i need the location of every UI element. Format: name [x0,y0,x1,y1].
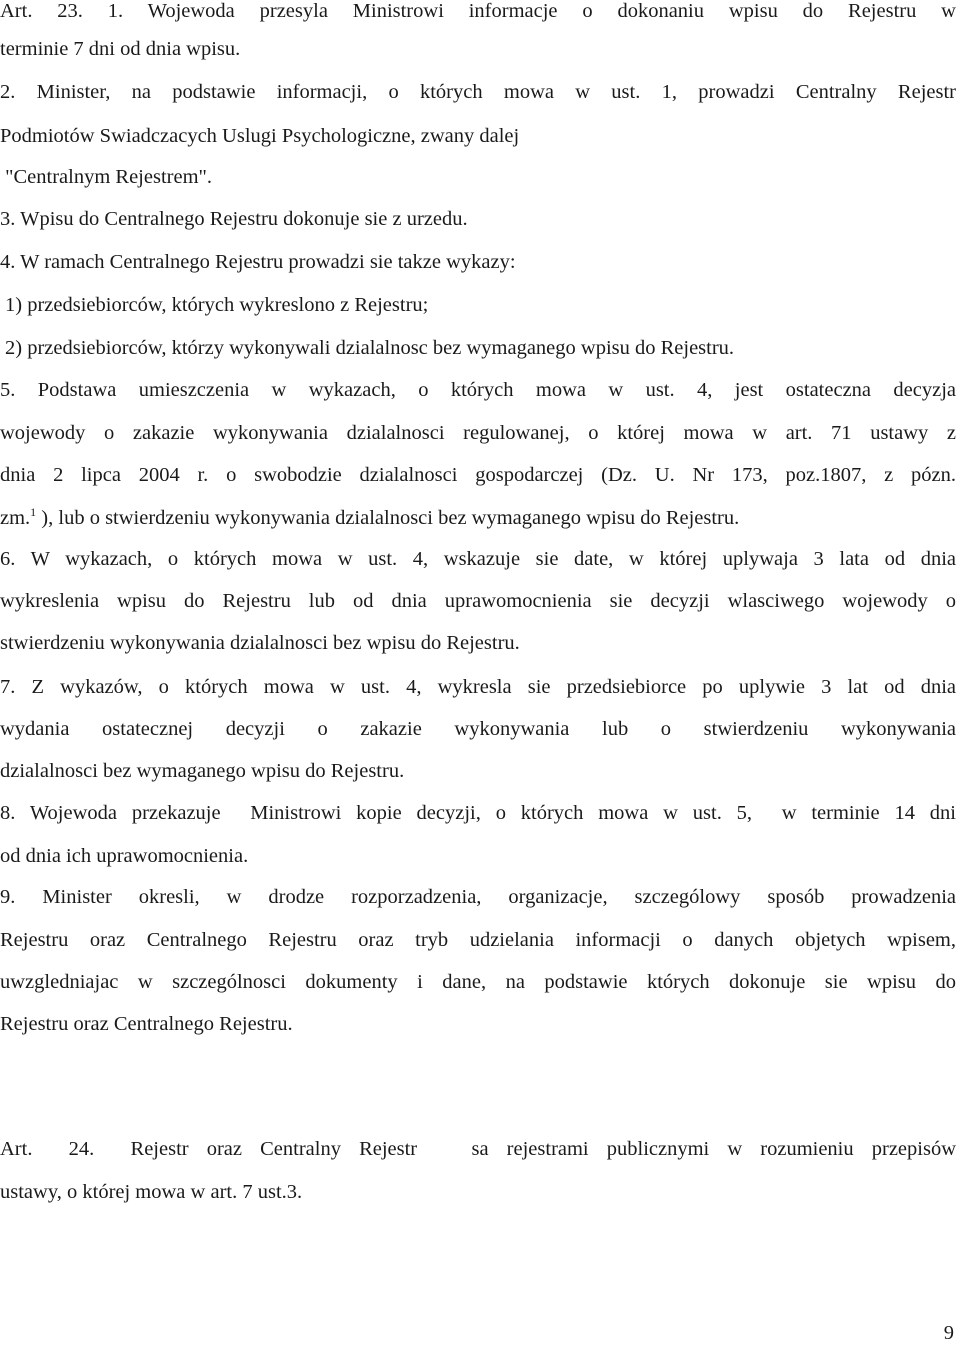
text-line: ustawy, o której mowa w art. 7 ust.3. [0,1181,303,1203]
text-line: dzialalnosci bez wymaganego wpisu do Rejestru. [0,760,405,782]
footnote-marker: 1 [30,505,37,519]
text-segment: zm. [0,507,31,529]
text-line: 5. Podstawa umieszczenia w wykazach, o których mowa w ust. 4, jest ostateczna decyzja [0,379,956,401]
text-line: terminie 7 dni od dnia wpisu. [0,38,241,60]
text-line: "Centralnym Rejestrem". [0,166,213,188]
text-line: wojewody o zakazie wykonywania dzialalnosci regulowanej, o której mowa w art. 71 ustawy z [0,422,956,444]
text-line: Rejestru oraz Centralnego Rejestru. [0,1013,293,1035]
text-line: Art. 24. Rejestr oraz Centralny Rejestr sa rejestrami publicznymi w rozumieniu przepisów [0,1138,956,1160]
text-line [0,505,739,531]
text-line: uwzgledniajac w szczególnosci dokumenty i dane, na podstawie których dokonuje sie wpisu do [0,971,956,993]
list-item: 1) przedsiebiorców, których wykreslono z Rejestru; [5,294,429,316]
text-line: 7. Z wykazów, o których mowa w ust. 4, wykresla sie przedsiebiorce po uplywie 3 lat od dnia [0,676,956,698]
text-segment: ), lub o stwierdzeniu wykonywania dzialalnosci bez wymaganego wpisu do Rejestru. [36,507,740,529]
text-line: 9. Minister okresli, w drodze rozporzadzenia, organizacje, szczególowy sposób prowadzenia [0,886,956,908]
text-line: od dnia ich uprawomocnienia. [0,845,249,867]
text-line: wykreslenia wpisu do Rejestru lub od dnia uprawomocnienia sie decyzji wlasciwego wojewody o [0,590,956,612]
text-line: Podmiotów Swiadczacych Uslugi Psychologiczne, zwany dalej [0,125,520,147]
text-line: Art. 23. 1. Wojewoda przesyla Ministrowi informacje o dokonaniu wpisu do Rejestru w [0,0,956,22]
text-line: 6. W wykazach, o których mowa w ust. 4, wskazuje sie date, w której uplywaja 3 lata od dnia [0,548,956,570]
list-item: 2) przedsiebiorców, którzy wykonywali dzialalnosc bez wymaganego wpisu do Rejestru. [5,337,735,359]
text-line: 4. W ramach Centralnego Rejestru prowadzi sie takze wykazy: [0,251,516,273]
text-line: 2. Minister, na podstawie informacji, o których mowa w ust. 1, prowadzi Centralny Rejestr [0,81,956,103]
text-line: wydania ostatecznej decyzji o zakazie wykonywania lub o stwierdzeniu wykonywania [0,718,956,740]
text-line: dnia 2 lipca 2004 r. o swobodzie dzialalnosci gospodarczej (Dz. U. Nr 173, poz.1807, z pózn. [0,464,956,486]
page-number: 9 [943,1322,954,1344]
text-line: 8. Wojewoda przekazuje Ministrowi kopie decyzji, o których mowa w ust. 5, w terminie 14 dni [0,802,956,824]
text-line: stwierdzeniu wykonywania dzialalnosci bez wpisu do Rejestru. [0,632,520,654]
text-line: Rejestru oraz Centralnego Rejestru oraz tryb udzielania informacji o danych objetych wpisem, [0,929,956,951]
text-line: 3. Wpisu do Centralnego Rejestru dokonuje sie z urzedu. [0,208,468,230]
